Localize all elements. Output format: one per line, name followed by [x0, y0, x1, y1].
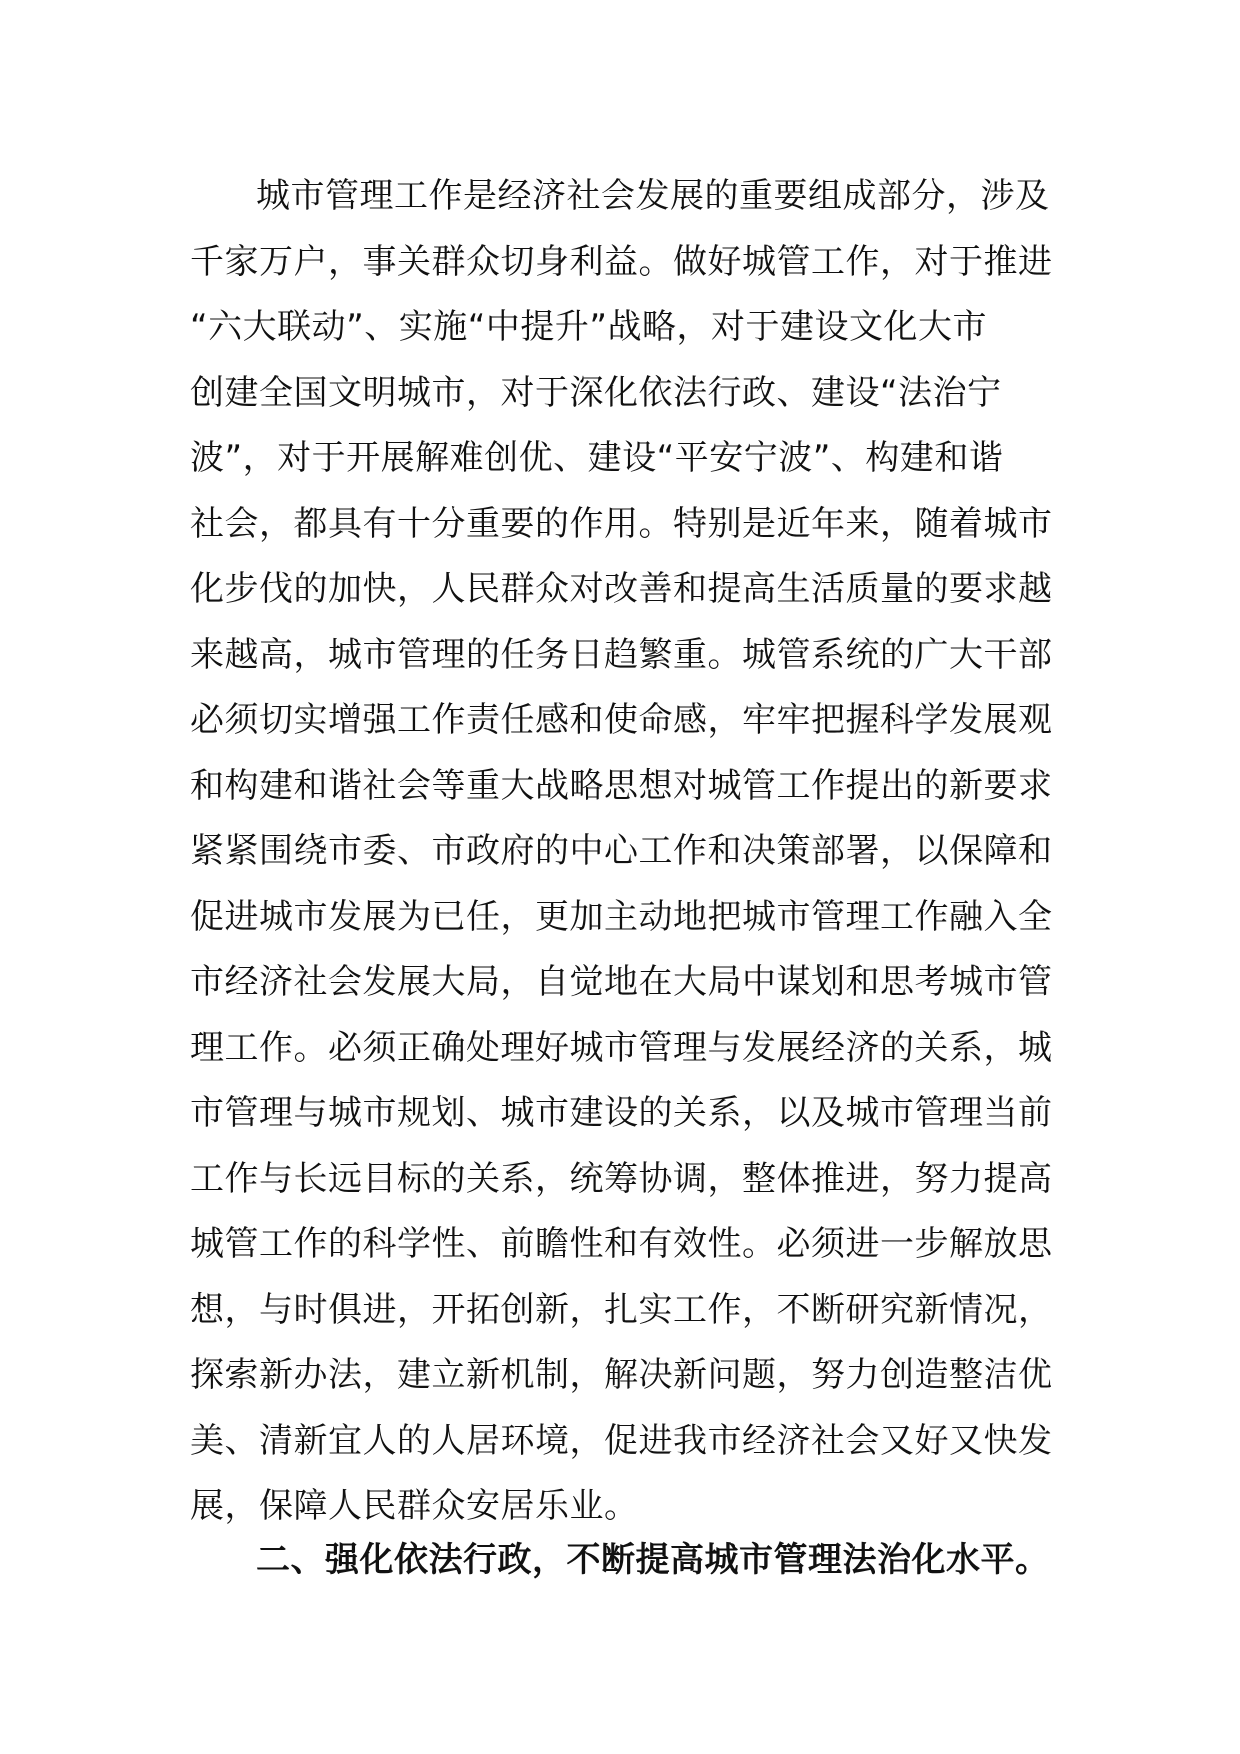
- paragraph-line: 社会，都具有十分重要的作用。特别是近年来，随着城市: [190, 503, 1053, 544]
- paragraph-line: 展，保障人民群众安居乐业。: [190, 1486, 639, 1526]
- paragraph-line: 想，与时俱进，开拓创新，扎实工作，不断研究新情况，: [190, 1289, 1053, 1330]
- paragraph-line: 市经济社会发展大局，自觉地在大局中谋划和思考城市管: [190, 962, 1053, 1002]
- paragraph-line: 创建全国文明城市，对于深化依法行政、建设“法治宁: [190, 372, 1002, 413]
- paragraph-line: 必须切实增强工作责任感和使命感，牢牢把握科学发展观: [190, 700, 1053, 740]
- paragraph-line: 千家万户，事关群众切身利益。做好城管工作，对于推进: [190, 241, 1053, 282]
- paragraph-line: 美、清新宜人的人居环境，促进我市经济社会又好又快发: [190, 1420, 1053, 1461]
- paragraph-line: “六大联动”、实施“中提升”战略，对于建设文化大市: [190, 307, 987, 347]
- paragraph-line: 波”，对于开展解难创优、建设“平安宁波”、构建和谐: [190, 438, 1004, 478]
- paragraph-line: 和构建和谐社会等重大战略思想对城管工作提出的新要求: [190, 765, 1053, 806]
- paragraph-line: 紧紧围绕市委、市政府的中心工作和决策部署，以保障和: [190, 831, 1053, 871]
- paragraph-line: 来越高，城市管理的任务日趋繁重。城管系统的广大干部: [190, 634, 1053, 675]
- paragraph-line: 城市管理工作是经济社会发展的重要组成部分，涉及: [256, 176, 1050, 216]
- paragraph-line: 城管工作的科学性、前瞻性和有效性。必须进一步解放思: [190, 1224, 1053, 1264]
- body-paragraph: [190, 164, 1070, 1540]
- paragraph-line: 促进城市发展为已任，更加主动地把城市管理工作融入全: [190, 896, 1053, 937]
- paragraph-line: 工作与长远目标的关系，统筹协调，整体推进，努力提高: [190, 1158, 1053, 1199]
- paragraph-line: 探索新办法，建立新机制，解决新问题，努力创造整洁优: [190, 1355, 1053, 1395]
- paragraph-line: 化步伐的加快，人民群众对改善和提高生活质量的要求越: [190, 569, 1053, 609]
- section-heading: 二、强化依法行政，不断提高城市管理法治化水平。: [256, 1540, 1050, 1580]
- paragraph-line: 市管理与城市规划、城市建设的关系，以及城市管理当前: [190, 1093, 1053, 1133]
- paragraph-line: 理工作。必须正确处理好城市管理与发展经济的关系，城: [190, 1027, 1053, 1068]
